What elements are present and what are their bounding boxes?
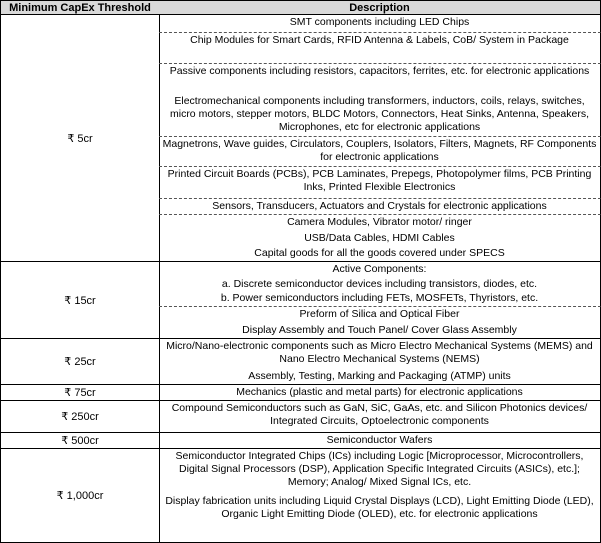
threshold-cell: ₹ 15cr xyxy=(0,262,160,339)
description-item: Sensors, Transducers, Actuators and Crystals for electronic applications xyxy=(159,199,601,215)
threshold-cell: ₹ 5cr xyxy=(0,15,160,262)
threshold-cell: ₹ 250cr xyxy=(0,401,160,433)
description-item: b. Power semiconductors including FETs, MOSFETs, Thyristors, etc. xyxy=(159,291,601,307)
description-item: Display fabrication units including Liquid Crystal Displays (LCD), Light Emitting Diode (LED), Organic Light Emitting Diode (OLED), etc. for electronic applications xyxy=(159,494,601,543)
threshold-cell: ₹ 25cr xyxy=(0,339,160,385)
description-item: Semiconductor Integrated Chips (ICs) including Logic [Microprocessor, Microcontrollers, Digital Signal Processors (DSP), Application Specific Integrated Circuits (ASICs), etc.]; Memory; Analog/ Mixed Signal ICs, etc. xyxy=(159,449,601,494)
description-item: Chip Modules for Smart Cards, RFID Antenna & Labels, CoB/ System in Package xyxy=(159,33,601,64)
header-description: Description xyxy=(159,0,601,15)
description-item: Compound Semiconductors such as GaN, SiC, GaAs, etc. and Silicon Photonics devices/ Integrated Circuits, Optoelectronic components xyxy=(159,401,601,433)
description-item: Active Components: xyxy=(159,262,601,277)
description-item: Magnetrons, Wave guides, Circulators, Couplers, Isolators, Filters, Magnets, RF Components for electronic applications xyxy=(159,137,601,167)
description-item: SMT components including LED Chips xyxy=(159,15,601,33)
description-item: Printed Circuit Boards (PCBs), PCB Laminates, Prepegs, Photopolymer films, PCB Printing Inks, Printed Flexible Electronics xyxy=(159,167,601,199)
description-item: Electromechanical components including transformers, inductors, coils, relays, switches, micro motors, stepper motors, BLDC Motors, Connectors, Heat Sinks, Antenna, Speakers, Microphones, etc for electronic applications xyxy=(159,94,601,137)
threshold-cell: ₹ 500cr xyxy=(0,433,160,449)
description-item: Semiconductor Wafers xyxy=(159,433,601,449)
header-threshold: Minimum CapEx Threshold xyxy=(0,0,160,15)
description-item: Passive components including resistors, capacitors, ferrites, etc. for electronic applications xyxy=(159,64,601,94)
description-item: Camera Modules, Vibrator motor/ ringer xyxy=(159,215,601,231)
description-item: Mechanics (plastic and metal parts) for electronic applications xyxy=(159,385,601,401)
description-item: a. Discrete semiconductor devices including transistors, diodes, etc. xyxy=(159,277,601,291)
description-item: Preform of Silica and Optical Fiber xyxy=(159,307,601,323)
description-item: Display Assembly and Touch Panel/ Cover Glass Assembly xyxy=(159,323,601,339)
threshold-cell: ₹ 1,000cr xyxy=(0,449,160,543)
description-item: Micro/Nano-electronic components such as Micro Electro Mechanical Systems (MEMS) and Nano Electro Mechanical Systems (NEMS) xyxy=(159,339,601,369)
description-item: Capital goods for all the goods covered under SPECS xyxy=(159,246,601,262)
description-item: USB/Data Cables, HDMI Cables xyxy=(159,231,601,246)
threshold-cell: ₹ 75cr xyxy=(0,385,160,401)
description-item: Assembly, Testing, Marking and Packaging (ATMP) units xyxy=(159,369,601,385)
